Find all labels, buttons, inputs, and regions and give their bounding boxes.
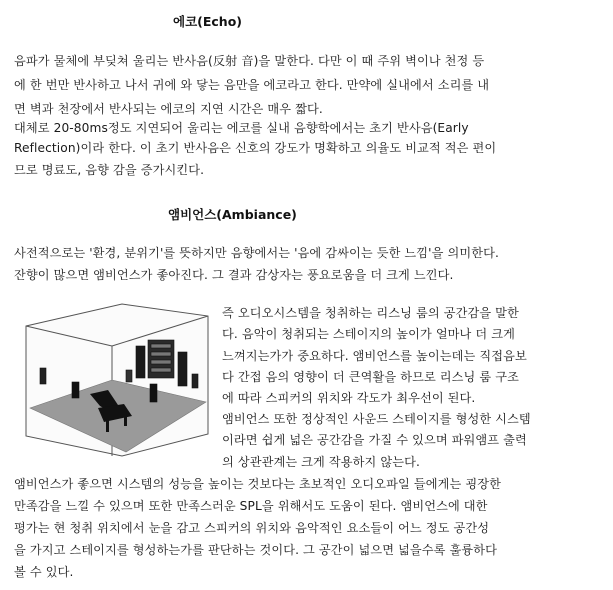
echo-paragraph-line: 대체로 20-80ms정도 지연되어 울리는 에코를 실내 음향학에서는 초기 반사음(Early	[14, 121, 469, 135]
ambiance-side-line: 이라면 쉽게 넓은 공간감을 가질 수 있으며 파워앰프 출력	[222, 433, 527, 447]
ambiance-bottom-line: 을 가지고 스테이지를 형성하는가를 판단하는 것이다. 그 공간이 넓으면 넓을수록 훌륭하다	[14, 543, 498, 557]
section-title-ambiance: 앰비언스(Ambiance)	[168, 207, 297, 222]
ambiance-intro-line: 잔향이 많으면 앰비언스가 좋아진다. 그 결과 감상자는 풍요로움을 더 크게 느낀다.	[14, 268, 454, 282]
section-title-echo: 에코(Echo)	[173, 14, 243, 29]
ambiance-side-line: 앰비언스 또한 정상적인 사운드 스테이지를 형성한 시스템	[222, 412, 531, 426]
ambiance-bottom-line: 앰비언스가 좋으면 시스템의 성능을 높이는 것보다는 초보적인 오디오파일 들에게는 굉장한	[14, 477, 501, 491]
echo-paragraph-line: 므로 명료도, 음향 감을 증가시킨다.	[14, 163, 205, 177]
ambiance-bottom-line: 평가는 현 청취 위치에서 눈을 감고 스피커의 위치와 음악적인 요소들이 어느 정도 공간성	[14, 521, 490, 535]
ambiance-side-line: 다. 음악이 청취되는 스테이지의 높이가 얼마나 더 크게	[222, 327, 516, 341]
listening-room-illustration-icon	[22, 296, 210, 458]
ambiance-side-line: 의 상관관계는 크게 작용하지 않는다.	[222, 455, 420, 469]
ambiance-side-line: 에 따라 스피커의 위치와 각도가 최우선이 된다.	[222, 391, 476, 405]
echo-paragraph-line: 음파가 물체에 부딪쳐 울리는 반사음(反射 音)을 말한다. 다만 이 때 주위 벽이나 천정 등	[14, 54, 485, 68]
ambiance-side-line: 즉 오디오시스템을 청취하는 리스닝 룸의 공간감을 말한	[222, 306, 519, 320]
ambiance-bottom-line: 만족감을 느낄 수 있으며 또한 만족스러운 SPL을 위해서도 도움이 된다. 앰비언스에 대한	[14, 499, 488, 513]
ambiance-side-line: 다 간접 음의 영향이 더 큰역활을 하므로 리스닝 룸 구조	[222, 370, 519, 384]
echo-paragraph-line: 면 벽과 천장에서 반사되는 에코의 지연 시간은 매우 짧다.	[14, 102, 323, 116]
echo-paragraph-line: 에 한 번만 반사하고 나서 귀에 와 닿는 음만을 에코라고 한다. 만약에 실내에서 소리를 내	[14, 78, 490, 92]
ambiance-bottom-line: 볼 수 있다.	[14, 565, 74, 579]
ambiance-intro-line: 사전적으로는 '환경, 분위기'를 뜻하지만 음향에서는 '음에 감싸이는 듯한 느낌'을 의미한다.	[14, 246, 499, 260]
ambiance-side-line: 느껴지는가가 중요하다. 앰비언스를 높이는데는 직접음보	[222, 349, 527, 363]
echo-paragraph-line: Reflection)이라 한다. 이 초기 반사음은 신호의 강도가 명확하고 의율도 비교적 적은 편이	[14, 141, 497, 155]
